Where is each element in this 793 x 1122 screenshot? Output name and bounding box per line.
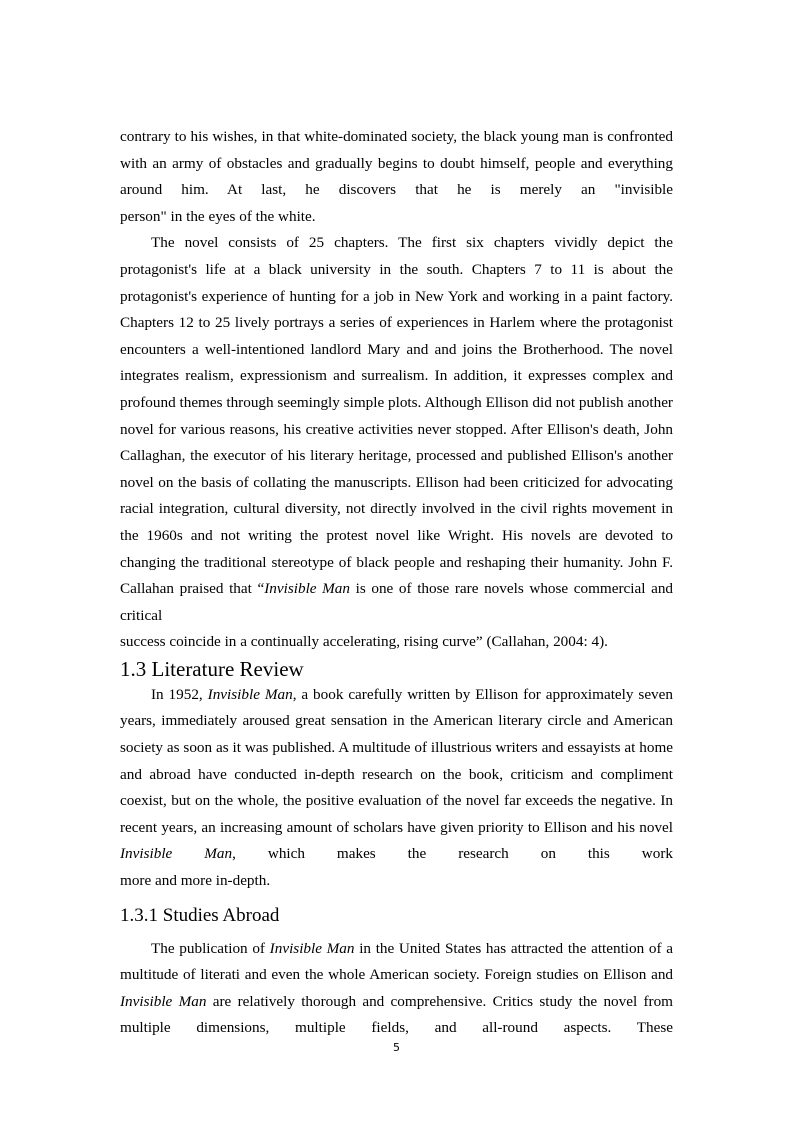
book-title: Invisible Man: [120, 845, 233, 863]
text-line: essayists at home and abroad have conducted in-depth research on the book, criticism: [120, 739, 674, 783]
text-line: contrary to his wishes, in that white-dominated society, the black young man is: [120, 128, 604, 145]
paragraph-review: [120, 682, 673, 868]
paragraph-intro-tail-end: [120, 204, 673, 231]
text-line: priority to Ellison and his novel: [478, 818, 674, 836]
text-line: success coincide in a continually accelerating, rising curve” (Callahan, 2004: 4).: [120, 633, 608, 651]
text-line: is one of those rare novels whose commercial and critical: [120, 580, 674, 624]
text-line: manuscripts. Ellison had been criticized for advocating racial integration, cultural: [120, 473, 674, 518]
section-heading: 1.3 Literature Review: [120, 656, 304, 681]
text-line: Ellison did not publish another novel for various reasons, his creative activities never: [120, 393, 673, 438]
text-line: diversity, not directly involved in the civil rights movement in the 1960s and not: [120, 500, 673, 544]
text-line: confronted with an army of obstacles and gradually begins to doubt himself, people: [120, 128, 674, 172]
text-line: the novel from multiple dimensions, multiple fields, and all-round aspects. These: [120, 992, 674, 1037]
book-title: Invisible Man: [207, 685, 293, 703]
text-line: writing the protest novel like Wright. His novels are devoted to changing the: [120, 526, 674, 571]
text-line: In 1952,: [151, 685, 208, 703]
paragraph-intro-tail: [120, 124, 673, 204]
text-line: factory. Chapters 12 to 25 lively portrays a series of experiences in Harlem where the: [120, 287, 673, 332]
text-line: it expresses complex and profound themes through seemingly simple plots. Although: [120, 367, 673, 411]
paragraph-review-end: [120, 868, 673, 895]
text-line: , a book carefully written by Ellison for approximately: [292, 685, 634, 703]
subsection-heading: 1.3.1 Studies Abroad: [120, 904, 280, 926]
text-line: exceeds the negative. In recent years, an increasing amount of scholars have given: [120, 792, 673, 836]
text-line: protagonist's life at a black university in the south. Chapters 7 to 11 is about the: [120, 260, 673, 278]
book-title: Invisible Man: [120, 992, 207, 1010]
text-line: protagonist's experience of hunting for a job in New York and working in a paint: [120, 287, 623, 305]
text-line: person" in the eyes of the white.: [120, 207, 316, 225]
text-line: The novel consists of 25 chapters. The first six chapters vividly depict the: [151, 234, 673, 252]
text-line: stopped. After Ellison's death, John Callaghan, the executor of his literary heritage,: [120, 420, 674, 465]
text-line: traditional stereotype of black people and reshaping their humanity. John F. Callahan: [120, 553, 673, 598]
text-line: protagonist encounters a well-intentioned landlord Mary and and joins the: [120, 314, 674, 358]
text-line: Ellison and: [603, 966, 674, 984]
text-line: and everything around him. At last, he discovers that he is merely an "invisible: [120, 154, 673, 199]
paragraph-abroad: [120, 936, 673, 1042]
paragraph-novel-end: [120, 629, 673, 656]
text-line: of a multitude of literati and even the whole American society. Foreign studies on: [120, 939, 674, 984]
text-line: and compliment coexist, but on the whole, the positive evaluation of the novel far: [120, 765, 673, 810]
paragraph-novel: [120, 230, 673, 629]
text-line: are relatively thorough and comprehensive. Critics study: [206, 992, 573, 1010]
text-line: in the United States has attracted the attention: [354, 939, 645, 957]
book-title: Invisible Man: [269, 939, 355, 957]
page-body: [120, 124, 673, 1042]
text-line: Brotherhood. The novel integrates realism, expressionism and surrealism. In addition,: [120, 340, 673, 385]
book-title: Invisible Man: [264, 580, 350, 598]
text-line: processed and published Ellison's another novel on the basis of collating the: [120, 447, 674, 491]
page-number: 5: [393, 1041, 400, 1054]
text-line: The publication of: [151, 939, 270, 957]
text-line: praised that “: [179, 580, 265, 598]
text-line: , which makes the research on this work: [232, 845, 673, 863]
text-line: seven years, immediately aroused great sensation in the American literary circle and: [120, 685, 673, 730]
text-line: more and more in-depth.: [120, 872, 271, 890]
text-line: American society as soon as it was published. A multitude of illustrious writers and: [120, 712, 673, 757]
